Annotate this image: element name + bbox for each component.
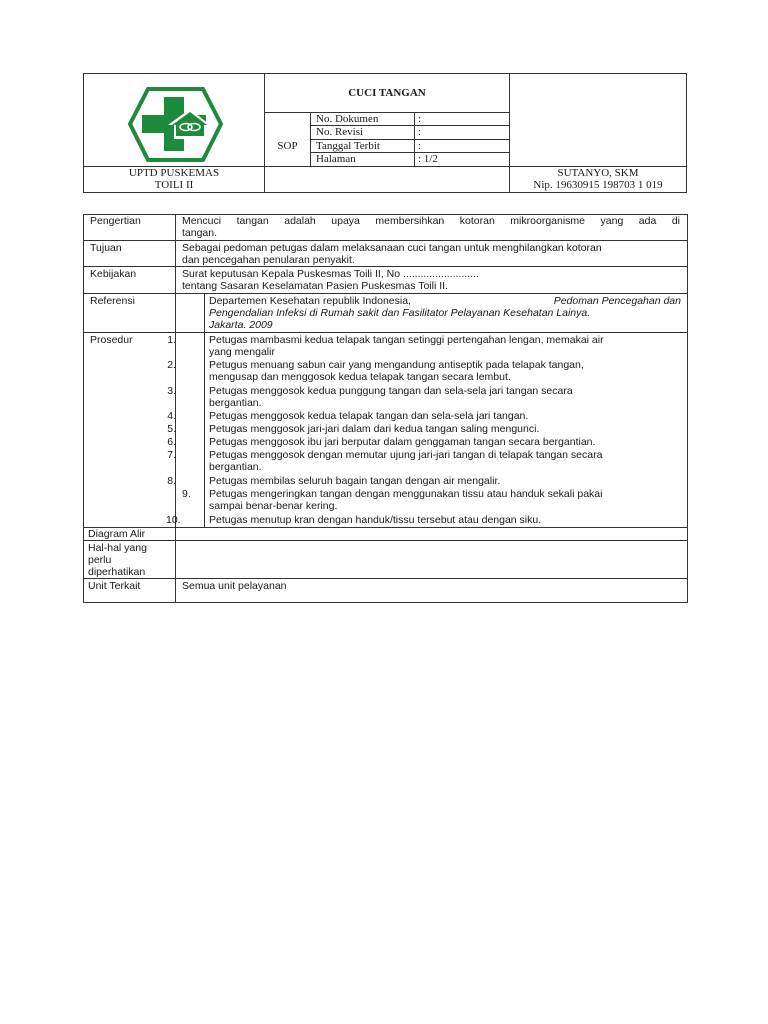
- label-referensi: Referensi: [90, 295, 135, 307]
- signer-nip: Nip. 19630915 198703 1 019: [533, 179, 663, 191]
- step-text: bergantian.: [209, 461, 262, 473]
- org-name-line2: TOILI II: [154, 179, 194, 191]
- label-hal-hal-line3: diperhatikan: [88, 566, 146, 578]
- referensi-author: Departemen Kesehatan republik Indonesia,: [209, 295, 411, 307]
- tujuan-line2: dan pencegahan penularan penyakit.: [182, 254, 355, 266]
- step-text: Petugas menutup kran dengan handuk/tissu tersebut atau dengan siku.: [209, 514, 542, 526]
- doc-field-value-number: :: [418, 113, 422, 125]
- step-number: 5.: [167, 423, 176, 435]
- kebijakan-line2: tentang Sasaran Keselamatan Pasien Puskesmas Toili II.: [182, 280, 448, 292]
- step-number: 3.: [167, 385, 176, 397]
- doc-field-value-revision: :: [418, 126, 422, 138]
- signer-name: SUTANYO, SKM: [557, 167, 639, 179]
- step-text: Petugas menggosok dengan memutar ujung jari-jari tangan di telapak tangan secara: [209, 449, 603, 461]
- step-number: 8.: [167, 475, 176, 487]
- tujuan-line1: Sebagai pedoman petugas dalam melaksanaan cuci tangan untuk menghilangkan kotoran: [182, 242, 602, 254]
- step-text: Petugas membilas seluruh bagain tangan dengan air mengalir.: [209, 475, 501, 487]
- doc-field-label-revision: No. Revisi: [316, 126, 364, 138]
- label-kebijakan: Kebijakan: [90, 268, 137, 280]
- step-text: Petugus menuang sabun cair yang mengandung antiseptik pada telapak tangan,: [209, 359, 584, 371]
- unit-terkait-value: Semua unit pelayanan: [182, 580, 287, 592]
- step-text: Petugas mengeringkan tangan dengan menggunakan tissu atau handuk sekali pakai: [209, 488, 603, 500]
- label-prosedur: Prosedur: [90, 334, 133, 346]
- doc-field-label-number: No. Dokumen: [316, 113, 379, 125]
- label-diagram-alir: Diagram Alir: [88, 528, 146, 540]
- step-text: bergantian.: [209, 397, 262, 409]
- step-text: Petugas menggosok kedua telapak tangan dan sela-sela jari tangan.: [209, 410, 529, 422]
- pengertian-line1: Mencuci tangan adalah upaya membersihkan kotoran mikroorganisme yang ada di: [182, 215, 680, 227]
- org-name-line1: UPTD PUSKEMAS: [128, 167, 220, 179]
- puskesmas-logo-icon: [128, 87, 223, 162]
- step-text: yang mengalir: [209, 346, 275, 358]
- referensi-line2: Pengendalian Infeksi di Rumah sakit dan Fasilitator Pelayanan Kesehatan Lainya.: [209, 307, 591, 319]
- label-hal-hal-line1: Hal-hal yang: [88, 542, 147, 554]
- doc-field-value-issue-date: :: [418, 140, 422, 152]
- referensi-title-part1: Pedoman Pencegahan dan: [553, 295, 681, 307]
- label-pengertian: Pengertian: [90, 215, 141, 227]
- document-title: CUCI TANGAN: [348, 87, 426, 99]
- step-text: sampai benar-benar kering.: [209, 500, 338, 512]
- step-text: mengusap dan menggosok kedua telapak tangan secara lembut.: [209, 371, 511, 383]
- step-number: 1.: [167, 334, 176, 346]
- step-number: 4.: [167, 410, 176, 422]
- doc-field-label-page: Halaman: [316, 153, 356, 165]
- referensi-line3: Jakarta. 2009: [209, 319, 273, 331]
- kebijakan-line1: Surat keputusan Kepala Puskesmas Toili II, No ..........................: [182, 268, 479, 280]
- referensi-line1: [209, 295, 681, 307]
- step-text: Petugas menggosok jari-jari dalam dari kedua tangan saling mengunci.: [209, 423, 540, 435]
- doc-field-label-issue-date: Tanggal Terbit: [316, 140, 380, 152]
- step-number: 2.: [167, 359, 176, 371]
- sop-label: SOP: [277, 140, 298, 152]
- label-hal-hal-line2: perlu: [88, 554, 112, 566]
- step-number: 6.: [167, 436, 176, 448]
- step-number: 9.: [182, 488, 191, 500]
- pengertian-line2: tangan.: [182, 227, 218, 239]
- step-text: Petugas mambasmi kedua telapak tangan setinggi pertengahan lengan, memakai air: [209, 334, 604, 346]
- doc-field-value-page: : 1/2: [418, 153, 438, 165]
- label-unit-terkait: Unit Terkait: [88, 580, 141, 592]
- step-number: 7.: [167, 449, 176, 461]
- label-tujuan: Tujuan: [90, 242, 122, 254]
- step-text: Petugas menggosok kedua punggung tangan dan sela-sela jari tangan secara: [209, 385, 573, 397]
- step-text: Petugas menggosok ibu jari berputar dalam genggaman tangan secara bergantian.: [209, 436, 596, 448]
- step-number: 10.: [166, 514, 181, 526]
